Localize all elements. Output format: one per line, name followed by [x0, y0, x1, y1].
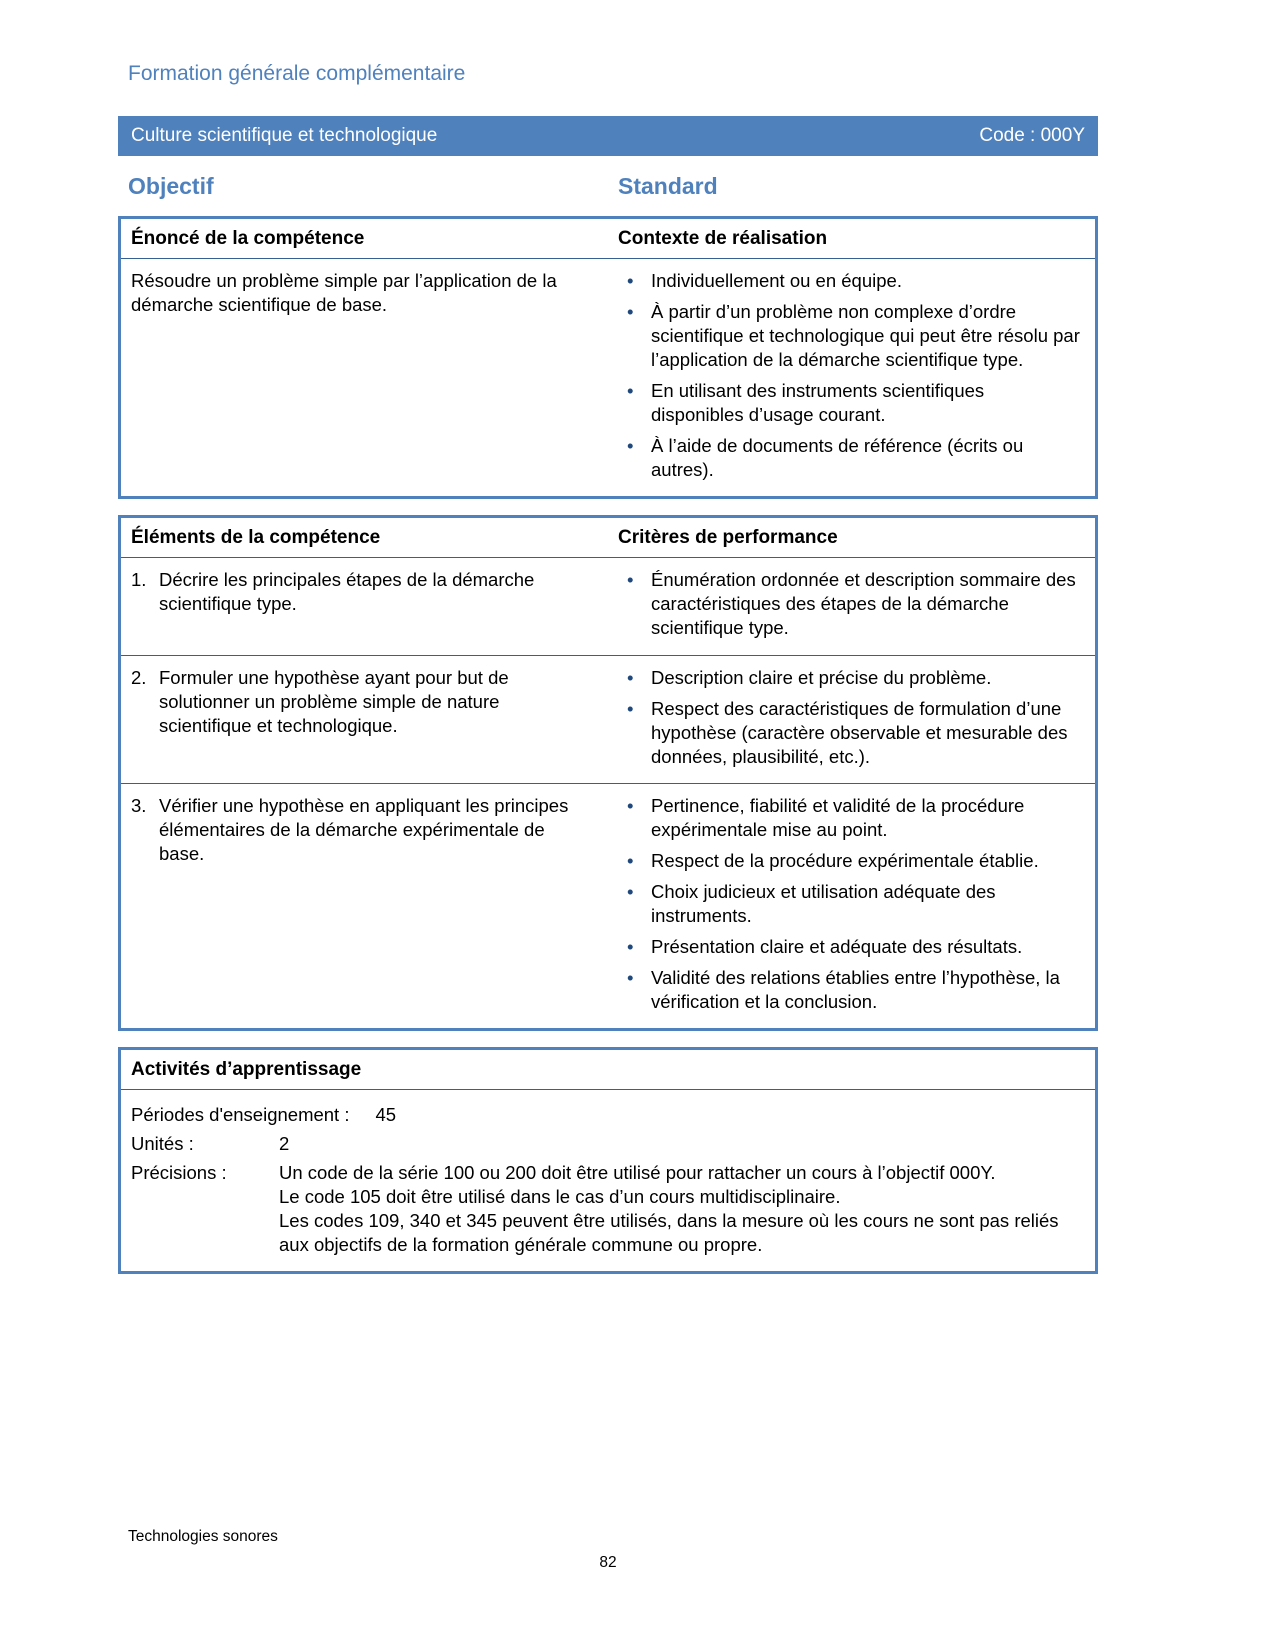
page-content: [118, 0, 1098, 1274]
page-number: 82: [599, 1554, 617, 1571]
table-row: [121, 558, 1095, 654]
bullet-text: Respect des caractéristiques de formulation d’une hypothèse (caractère observable et mesurable des données, plausibilité, etc.).: [651, 697, 1068, 767]
bullet-text: À partir d’un problème non complexe d’ordre scientifique et technologique qui peut être résolu par l’application de la démarche scientifique type.: [651, 301, 1080, 371]
criteres-cell: [608, 558, 1095, 654]
list-item: [618, 935, 1081, 959]
bullet-icon: •: [627, 301, 634, 323]
table-row: [121, 655, 1095, 783]
bullet-icon: •: [627, 380, 634, 402]
periodes-label: Périodes d'enseignement :: [131, 1104, 350, 1126]
competence-table: [118, 216, 1098, 499]
bullet-text: Présentation claire et adéquate des résultats.: [651, 935, 1023, 957]
table-row: [121, 783, 1095, 1028]
competence-table-header: [121, 219, 1095, 259]
item-text: Vérifier une hypothèse en appliquant les principes élémentaires de la démarche expérimentale de base.: [159, 794, 569, 864]
bullet-icon: •: [627, 849, 634, 871]
section-title: Formation générale complémentaire: [128, 62, 466, 85]
bullet-icon: •: [627, 569, 634, 591]
elements-table-header: [121, 518, 1095, 558]
item-number: 3.: [131, 794, 147, 816]
criteres-bullets: [618, 794, 1081, 1014]
bullet-text: Validité des relations établies entre l’hypothèse, la vérification et la conclusion.: [651, 966, 1060, 1013]
list-item: [618, 300, 1081, 372]
item-number: 2.: [131, 666, 147, 688]
objectif-heading: Objectif: [128, 173, 214, 199]
precisions-line: Les codes 109, 340 et 345 peuvent être utilisés, dans la mesure où les cours ne sont pas reliés aux objectifs de la formation générale commune ou propre.: [279, 1210, 1059, 1256]
list-item: [618, 697, 1081, 769]
criteres-cell: [608, 656, 1095, 783]
precisions-row: [131, 1161, 1081, 1257]
contexte-cell: [608, 259, 1095, 496]
banner-title: Culture scientifique et technologique: [131, 125, 438, 146]
element-cell: [121, 558, 608, 654]
bullet-icon: •: [627, 435, 634, 457]
activities-header: Activités d’apprentissage: [121, 1050, 1095, 1090]
numbered-item: [131, 666, 594, 738]
bullet-icon: •: [627, 697, 634, 719]
bullet-icon: •: [627, 880, 634, 902]
activities-table: [118, 1047, 1098, 1274]
list-item: [618, 568, 1081, 640]
enonce-text: Résoudre un problème simple par l’application de la démarche scientifique de base.: [131, 270, 557, 316]
criteres-header: Critères de performance: [618, 527, 838, 549]
competence-table-body: [121, 259, 1095, 496]
course-banner: [118, 116, 1098, 156]
list-item: [618, 880, 1081, 928]
bullet-text: Individuellement ou en équipe.: [651, 270, 902, 291]
column-headings: [118, 173, 1098, 200]
bullet-text: Énumération ordonnée et description sommaire des caractéristiques des étapes de la démarche scientifique type.: [651, 569, 1076, 639]
bullet-text: À l’aide de documents de référence (écrits ou autres).: [651, 435, 1024, 481]
bullet-text: En utilisant des instruments scientifiques disponibles d’usage courant.: [651, 380, 985, 426]
item-text: Formuler une hypothèse ayant pour but de solutionner un problème simple de nature scientifique et technologique.: [159, 666, 509, 736]
list-item: [618, 434, 1081, 482]
list-item: [618, 849, 1081, 873]
precisions-label: Précisions :: [131, 1162, 227, 1184]
element-cell: [121, 784, 608, 1028]
periodes-row: [131, 1103, 1081, 1127]
bullet-text: Respect de la procédure expérimentale établie.: [651, 849, 1039, 871]
element-cell: [121, 656, 608, 783]
footer-program-name: Technologies sonores: [128, 1528, 278, 1545]
bullet-icon: •: [627, 794, 634, 816]
list-item: [618, 379, 1081, 427]
banner-code: Code : 000Y: [979, 125, 1085, 146]
precisions-line: Le code 105 doit être utilisé dans le cas d’un cours multidisciplinaire.: [279, 1186, 841, 1208]
list-item: [618, 269, 1081, 293]
enonce-cell: [121, 259, 608, 496]
elements-header: Éléments de la compétence: [131, 527, 381, 549]
precisions-line: Un code de la série 100 ou 200 doit être utilisé pour rattacher un cours à l’objectif 000Y.: [279, 1162, 996, 1184]
bullet-icon: •: [627, 966, 634, 988]
bullet-icon: •: [627, 666, 634, 688]
criteres-bullets: [618, 568, 1081, 640]
precisions-text: [279, 1161, 1081, 1257]
numbered-item: [131, 794, 594, 866]
enonce-header: Énoncé de la compétence: [131, 228, 365, 249]
standard-heading: Standard: [618, 173, 718, 199]
elements-table: [118, 515, 1098, 1031]
periodes-value: 45: [375, 1104, 397, 1126]
unites-row: [131, 1132, 1081, 1156]
list-item: [618, 966, 1081, 1014]
bullet-text: Description claire et précise du problème.: [651, 666, 992, 688]
item-number: 1.: [131, 569, 147, 591]
unites-label: Unités :: [131, 1133, 194, 1155]
numbered-item: [131, 568, 594, 616]
contexte-header: Contexte de réalisation: [618, 228, 828, 249]
list-item: [618, 794, 1081, 842]
activities-body: [121, 1090, 1095, 1271]
unites-value: 2: [279, 1133, 290, 1155]
bullet-icon: •: [627, 935, 634, 957]
criteres-cell: [608, 784, 1095, 1028]
list-item: [618, 666, 1081, 690]
bullet-text: Choix judicieux et utilisation adéquate des instruments.: [651, 880, 996, 926]
contexte-bullets: [618, 269, 1081, 482]
bullet-text: Pertinence, fiabilité et validité de la procédure expérimentale mise au point.: [651, 794, 1025, 840]
item-text: Décrire les principales étapes de la démarche scientifique type.: [159, 569, 535, 615]
criteres-bullets: [618, 666, 1081, 769]
bullet-icon: •: [627, 270, 634, 291]
